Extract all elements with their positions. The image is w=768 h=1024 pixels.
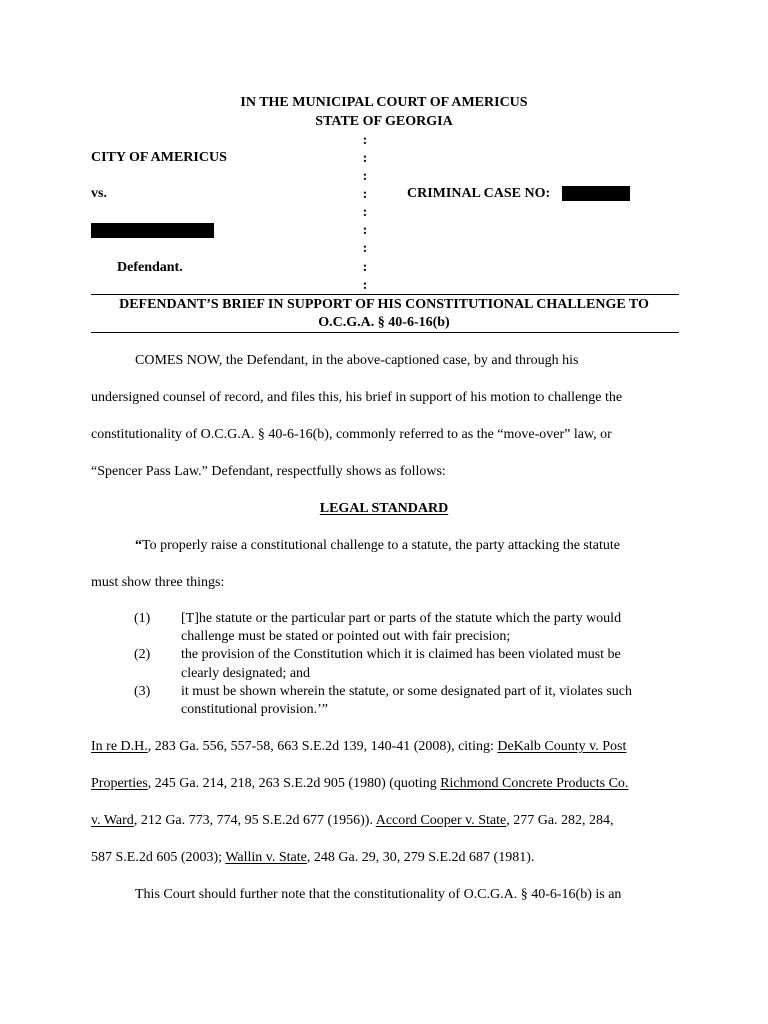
citation-line	[91, 851, 534, 865]
list-item-text: challenge must be stated or pointed out with fair precision;	[181, 629, 511, 644]
citation-text: , 212 Ga. 773, 774, 95 S.E.2d 677 (1956)).	[133, 813, 376, 828]
case-citation: Richmond Concrete Products Co.	[440, 776, 629, 791]
list-item-text: constitutional provision.’”	[181, 702, 328, 717]
case-citation: Accord Cooper v. State	[375, 813, 507, 828]
caption-separator: :	[362, 223, 368, 238]
case-citation: Wallin v. State	[225, 850, 307, 865]
caption-separator: :	[362, 241, 368, 256]
case-citation: Properties	[91, 776, 148, 791]
list-item-text: it must be shown wherein the statute, or some designated part of it, violates such	[181, 684, 633, 699]
citation-text: , 277 Ga. 282, 284,	[506, 813, 614, 828]
brief-title-line1: DEFENDANT’S BRIEF IN SUPPORT OF HIS CONSTITUTIONAL CHALLENGE TO	[119, 297, 649, 312]
section-heading: LEGAL STANDARD	[319, 501, 449, 516]
list-item-text: clearly designated; and	[181, 666, 311, 681]
standard-text: To properly raise a constitutional challenge to a statute, the party attacking the statute	[142, 538, 620, 553]
redacted-case-number	[562, 186, 630, 201]
caption-separator: :	[362, 260, 368, 275]
list-number: (2)	[134, 647, 151, 662]
redacted-defendant-name	[91, 223, 214, 238]
citation-line	[91, 814, 614, 828]
citation-text: , 248 Ga. 29, 30, 279 S.E.2d 687 (1981).	[306, 850, 535, 865]
case-number-label: CRIMINAL CASE NO:	[407, 186, 551, 201]
intro-line: “Spencer Pass Law.” Defendant, respectfully shows as follows:	[91, 464, 446, 479]
citation-line	[91, 777, 628, 791]
citation-text: , 283 Ga. 556, 557-58, 663 S.E.2d 139, 140-41 (2008), citing:	[147, 739, 498, 754]
case-citation: v. Ward	[91, 813, 134, 828]
case-citation: DeKalb County v. Post	[497, 739, 627, 754]
brief-title-line2: O.C.G.A. § 40-6-16(b)	[318, 315, 450, 330]
list-number: (3)	[134, 684, 151, 699]
citation-text: , 245 Ga. 214, 218, 263 S.E.2d 905 (1980) (quoting	[147, 776, 441, 791]
open-quote: “	[135, 538, 142, 553]
title-top-rule	[91, 294, 679, 295]
caption-separator: :	[362, 169, 368, 184]
caption-separator: :	[362, 133, 368, 148]
caption-separator: :	[362, 278, 368, 293]
list-item-text: the provision of the Constitution which it is claimed has been violated must be	[181, 647, 621, 662]
intro-line: constitutionality of O.C.G.A. § 40-6-16(b), commonly referred to as the “move-over” law, or	[91, 427, 612, 442]
citation-line	[91, 740, 626, 754]
caption-separator: :	[362, 187, 368, 202]
intro-line: undersigned counsel of record, and files this, his brief in support of his motion to challenge the	[91, 390, 623, 405]
case-citation: In re D.H.	[91, 739, 148, 754]
plaintiff-name: CITY OF AMERICUS	[91, 150, 227, 165]
intro-line: COMES NOW, the Defendant, in the above-captioned case, by and through his	[135, 353, 579, 368]
citation-text: 587 S.E.2d 605 (2003);	[91, 850, 226, 865]
versus-label: vs.	[91, 186, 107, 201]
court-state: STATE OF GEORGIA	[315, 114, 453, 129]
standard-line: must show three things:	[91, 575, 225, 590]
caption-separator: :	[362, 151, 368, 166]
closing-line: This Court should further note that the constitutionality of O.C.G.A. § 40-6-16(b) is an	[135, 887, 622, 902]
court-name: IN THE MUNICIPAL COURT OF AMERICUS	[240, 95, 528, 110]
caption-separator: :	[362, 205, 368, 220]
list-number: (1)	[134, 611, 151, 626]
title-bottom-rule	[91, 332, 679, 333]
standard-line	[135, 539, 620, 553]
defendant-label: Defendant.	[117, 260, 183, 275]
list-item-text: [T]he statute or the particular part or parts of the statute which the party would	[181, 611, 622, 626]
